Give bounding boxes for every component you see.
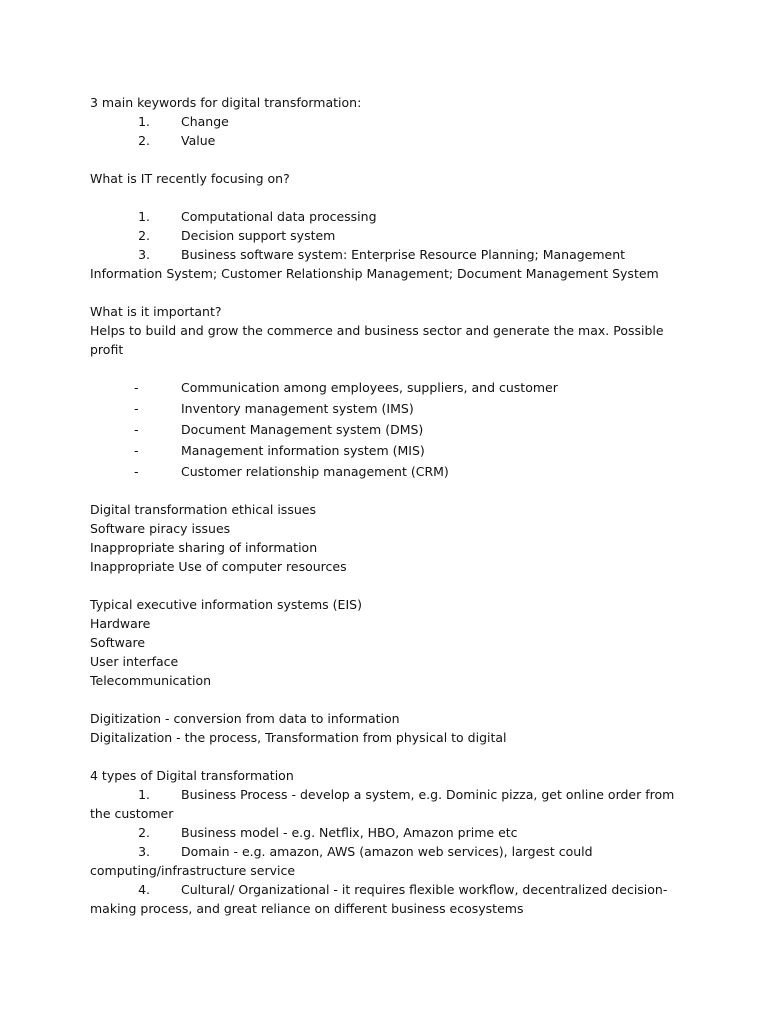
item-number: 2. <box>138 133 150 148</box>
list-item <box>90 226 675 245</box>
eis-item: Hardware <box>90 616 151 631</box>
item-number: 1. <box>138 114 150 129</box>
item-text: Document Management system (DMS) <box>181 422 424 437</box>
list-item <box>90 823 675 842</box>
bullet-item <box>90 420 675 439</box>
eis-heading: Typical executive information systems (EIS) <box>90 597 362 612</box>
list-item <box>90 785 675 823</box>
item-text: Customer relationship management (CRM) <box>181 464 449 479</box>
item-text: Change <box>181 114 229 129</box>
bullet-marker: - <box>134 380 139 395</box>
eis-item: Software <box>90 635 146 650</box>
important-text: Helps to build and grow the commerce and business sector and generate the max. Possible profit <box>90 323 664 357</box>
digitalization-definition: Digitalization - the process, Transformation from physical to digital <box>90 730 507 745</box>
list-item <box>90 842 675 880</box>
ethics-item: Software piracy issues <box>90 521 231 536</box>
bullet-marker: - <box>134 443 139 458</box>
bullet-marker: - <box>134 464 139 479</box>
item-text: Value <box>181 133 216 148</box>
item-text: Business software system: Enterprise Resource Planning; Management Information System; Customer Relationship Management; Document Management System <box>90 247 659 281</box>
item-text: Management information system (MIS) <box>181 443 425 458</box>
bullet-marker: - <box>134 422 139 437</box>
item-text: Cultural/ Organizational - it requires flexible workflow, decentralized decision-making process, and great reliance on different business ecosystems <box>90 882 668 916</box>
bullet-item <box>90 399 675 418</box>
item-text: Inventory management system (IMS) <box>181 401 414 416</box>
item-text: Business Process - develop a system, e.g. Dominic pizza, get online order from the customer <box>90 787 675 821</box>
eis-item: User interface <box>90 654 179 669</box>
item-number: 1. <box>138 787 150 802</box>
types-heading: 4 types of Digital transformation <box>90 768 294 783</box>
item-number: 4. <box>138 882 150 897</box>
item-text: Communication among employees, suppliers, and customer <box>181 380 558 395</box>
item-text: Computational data processing <box>181 209 377 224</box>
item-text: Domain - e.g. amazon, AWS (amazon web services), largest could computing/infrastructure service <box>90 844 593 878</box>
ethics-item: Inappropriate sharing of information <box>90 540 318 555</box>
list-item <box>90 207 675 226</box>
item-number: 1. <box>138 209 150 224</box>
ethics-item: Inappropriate Use of computer resources <box>90 559 347 574</box>
it-heading: What is IT recently focusing on? <box>90 171 290 186</box>
item-number: 2. <box>138 228 150 243</box>
list-item <box>90 112 675 131</box>
bullet-marker: - <box>134 401 139 416</box>
item-number: 3. <box>138 247 150 262</box>
ethics-heading: Digital transformation ethical issues <box>90 502 316 517</box>
keywords-heading: 3 main keywords for digital transformation: <box>90 95 362 110</box>
list-item <box>90 880 675 918</box>
digitization-definition: Digitization - conversion from data to information <box>90 711 400 726</box>
list-item <box>90 245 675 283</box>
item-text: Decision support system <box>181 228 336 243</box>
bullet-item <box>90 441 675 460</box>
eis-item: Telecommunication <box>90 673 212 688</box>
document-body <box>90 93 675 918</box>
list-item <box>90 131 675 150</box>
item-number: 3. <box>138 844 150 859</box>
item-number: 2. <box>138 825 150 840</box>
bullet-item <box>90 462 675 481</box>
bullet-item <box>90 378 675 397</box>
item-text: Business model - e.g. Netflix, HBO, Amazon prime etc <box>181 825 518 840</box>
important-heading: What is it important? <box>90 304 222 319</box>
